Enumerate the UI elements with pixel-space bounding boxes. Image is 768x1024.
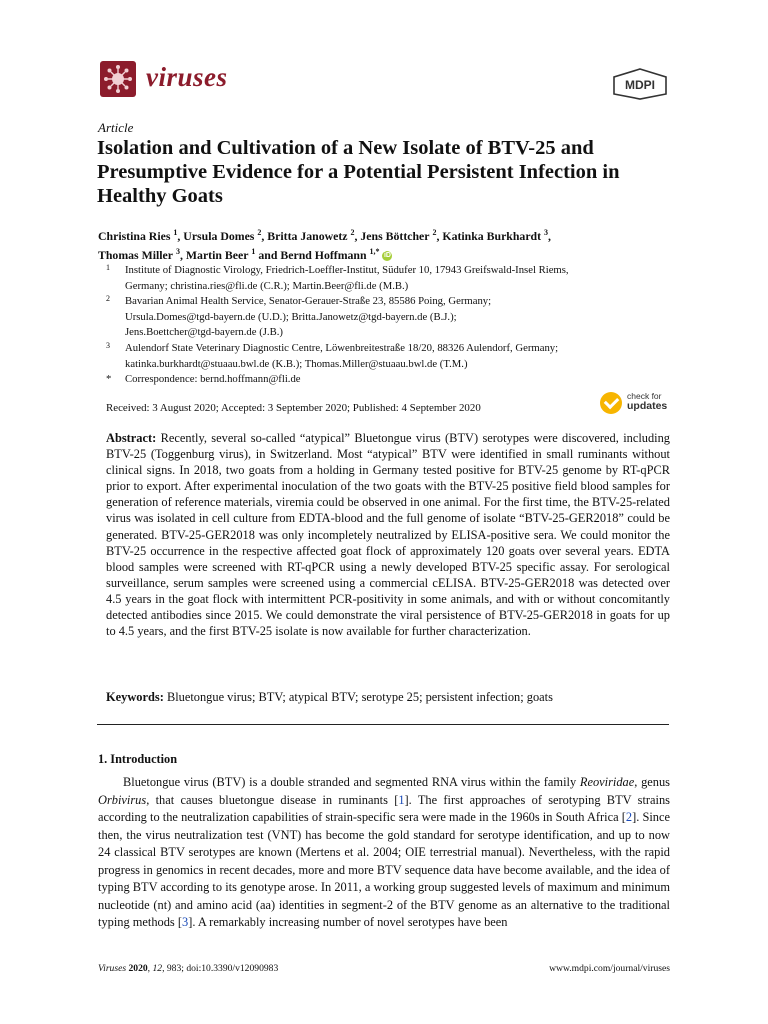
affiliation-line: Bavarian Animal Health Service, Senator-Gerauer-Straße 23, 85586 Poing, Germany; (125, 295, 492, 308)
affiliation-2 (98, 294, 678, 341)
author-affil-sup: 2 (432, 228, 437, 237)
article-type: Article (98, 120, 134, 135)
affiliation-3 (98, 341, 678, 372)
intro-italic-term: Reoviridae (579, 775, 635, 789)
author-affil-sup: 2 (350, 228, 355, 237)
check-updates-line1: check for (627, 391, 662, 401)
footer-volume: 12 (152, 963, 163, 974)
check-for-updates-badge[interactable] (600, 391, 672, 417)
affiliation-line: Ursula.Domes@tgd-bayern.de (U.D.); Britta.Janowetz@tgd-bayern.de (B.J.); (125, 310, 457, 323)
viruses-logo-icon (100, 61, 136, 97)
author-affil-sup: 1,* (369, 246, 380, 256)
author-name: Jens Böttcher (360, 228, 430, 243)
publication-dates: Received: 3 August 2020; Accepted: 3 September 2020; Published: 4 September 2020 (106, 402, 481, 414)
keywords (106, 689, 670, 705)
intro-text-segment: ]. The first approaches of serotyping BTV strains according to the neutralization capabilities of strain-specific sera were made in the 1960s in South Africa [ (98, 792, 671, 825)
affiliation-line: Aulendorf State Veterinary Diagnostic Centre, Löwenbreitestraße 18/20, 88326 Aulendorf, Germany; (125, 341, 559, 354)
and-word: and (258, 247, 278, 262)
correspondence-line: Correspondence: bernd.hoffmann@fli.de (125, 373, 301, 386)
intro-text-segment: ]. Since then, the virus neutralization test (VNT) has become the gold standard for serotype identification, and up to now 24 classical BTV serotypes are known (Mertens et al. 2004; OIE terrestrial manual). Nevertheless, with the rapid progress in genomics in recent decades, more and more BTV sequence data have become available, and the idea of typing BTV according to its genotype arose. In 2011, a working group suggested levels of maximum and minimum nucleotide (nt) and amino acid (aa) identities in segment-2 of the BTV genome as an alternative to the traditional typing methods [ (98, 810, 670, 930)
footer-citation: Viruses 2020, 12, 983; doi:10.3390/v12090983 (98, 963, 279, 974)
affiliation-line: Institute of Diagnostic Virology, Friedrich-Loeffler-Institut, Südufer 10, 17943 Greifswald-Insel Riems, (125, 264, 569, 276)
journal-name: viruses (146, 62, 228, 92)
check-updates-icon (600, 392, 622, 414)
citation-link[interactable]: 2 (625, 810, 633, 825)
abstract (106, 430, 670, 639)
paper-title: Isolation and Cultivation of a New Isolate of BTV-25 and Presumptive Evidence for a Potential Persistent Infection in Healthy Goats (97, 137, 620, 207)
affiliation-marker: 2 (106, 294, 110, 304)
author-name: Ursula Domes (183, 228, 255, 243)
author-name: Katinka Burkhardt (442, 228, 542, 243)
mdpi-logo-text: MDPI (625, 78, 655, 92)
section-heading: 1. Introduction (98, 752, 178, 766)
author-affil-sup: 2 (257, 228, 262, 237)
affiliation-line: katinka.burkhardt@stuaau.bwl.de (K.B.); Thomas.Miller@stuaau.bwl.de (T.M.) (125, 357, 468, 370)
author-name: Martin Beer (185, 247, 249, 262)
intro-text-segment: ]. A remarkably increasing number of novel serotypes have been (188, 915, 508, 930)
section-divider (97, 724, 669, 725)
author-name: Thomas Miller (98, 247, 174, 262)
intro-text-segment: , that causes bluetongue disease in ruminants [ (146, 792, 399, 807)
affiliation-marker: 3 (106, 340, 110, 350)
keywords-label: Keywords: (106, 690, 164, 704)
author-line-1: Christina Ries $^1$, Ursula Domes $^2$, Britta Janowetz $^2$, Jens Böttcher $^2$, Katinka Burkhardt $^3$, (98, 228, 551, 243)
citation-link[interactable]: 1 (398, 792, 405, 807)
author-list (98, 225, 678, 263)
affiliations (98, 263, 678, 388)
author-affil-sup: 3 (176, 246, 180, 256)
author-name: Bernd Hoffmann (280, 247, 367, 262)
affiliation-line: Jens.Boettcher@tgd-bayern.de (J.B.) (125, 326, 283, 339)
check-updates-line2: updates (627, 400, 668, 412)
mdpi-logo (612, 68, 668, 100)
abstract-text: Recently, several so-called “atypical” Bluetongue virus (BTV) serotypes were discovered, including BTV-25 (Toggenburg virus), in Switzerland. Most “atypical” BTV were identified in small ruminants without clinical signs. In 2018, two goats from a holding in Germany tested positive for BTV-25 genome by RT-qPCR prior to export. After experimental inoculation of the two goats with the BTV-25 positive field blood samples for generation of reference materials, viremia could be observed in one animal. For the first time, the BTV-25-related virus was isolated in cell culture from EDTA-blood and the full genome of isolate “BTV-25-GER2018” could be generated. BTV-25-GER2018 was only incompletely neutralized by ELISA-positive sera. We could monitor the BTV-25 occurrence in the respective affected goat flock of approximately 120 goats over several years. EDTA blood samples were screened with RT-qPCR using a newly developed BTV-25 specific assay. For serological surveillance, serum samples were screened using a commercial cELISA. BTV-25-GER2018 was detected over 4.5 years in the goat flock with intermittent PCR-positivity in some animals, and with or without concomitantly detected antibodies since 2015. We could demonstrate the viral persistence of BTV-25-GER2018 in goats for up to 4.5 years, and the first BTV-25 isolate is now available for further characterization. (106, 431, 670, 639)
correspondence-marker: * (106, 373, 112, 386)
affiliation-marker: 1 (106, 263, 110, 272)
author-affil-sup: 3 (544, 228, 549, 237)
abstract-label: Abstract: (106, 431, 157, 445)
intro-text-segment: , genus (634, 775, 670, 789)
affiliation-1 (98, 263, 678, 294)
footer-journal: Viruses (98, 963, 127, 974)
citation-link[interactable]: 3 (181, 915, 189, 930)
introduction-paragraph (98, 774, 670, 932)
author-name: Britta Janowetz (267, 228, 348, 243)
intro-italic-term: Orbivirus (98, 792, 147, 807)
affiliation-line: Germany; christina.ries@fli.de (C.R.); Martin.Beer@fli.de (M.B.) (125, 279, 409, 292)
footer-year: 2020 (128, 963, 148, 974)
footer-doi: , 983; doi:10.3390/v12090983 (162, 963, 279, 974)
orcid-icon[interactable]: iD (383, 252, 391, 260)
author-name: Christina Ries (98, 228, 171, 243)
footer-url[interactable]: www.mdpi.com/journal/viruses (549, 963, 670, 974)
author-affil-sup: 1 (173, 228, 178, 237)
intro-text-segment: Bluetongue virus (BTV) is a double stranded and segmented RNA virus within the family (123, 775, 580, 789)
author-line-2: Thomas Miller $^3$, Martin Beer $^1$ and Bernd Hoffmann $^{1,*}$ iD (98, 246, 391, 262)
keywords-text: Bluetongue virus; BTV; atypical BTV; serotype 25; persistent infection; goats (166, 690, 553, 704)
author-affil-sup: 1 (251, 246, 256, 256)
correspondence (98, 372, 678, 388)
